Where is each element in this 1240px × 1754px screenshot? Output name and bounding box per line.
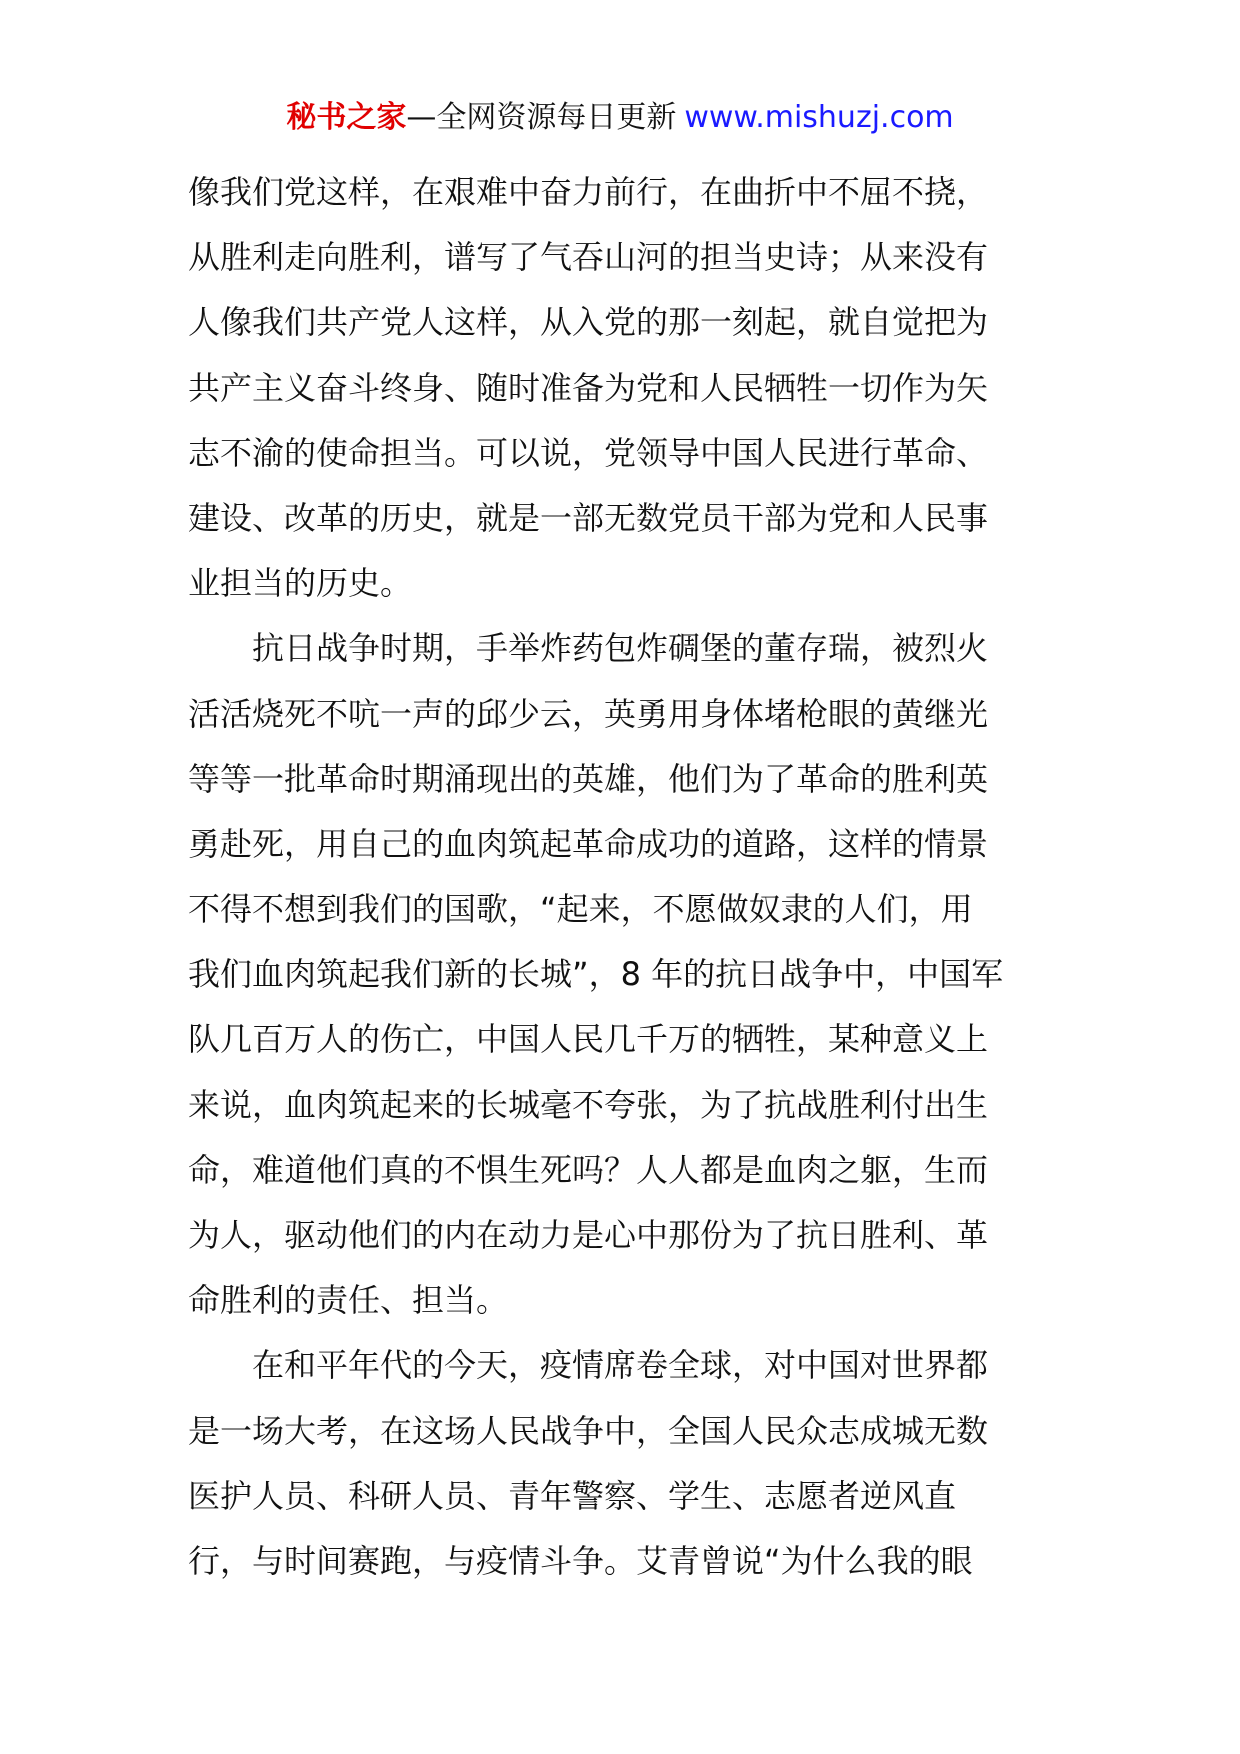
text-line: 命，难道他们真的不惧生死吗？人人都是血肉之躯，生而 [188, 1150, 989, 1189]
text-line: 不得不想到我们的国歌，“起来，不愿做奴隶的人们，用 [188, 890, 973, 929]
site-url[interactable]: www.mishuzj.com [684, 100, 954, 135]
text-line: 医护人员、科研人员、青年警察、学生、志愿者逆风直 [188, 1476, 957, 1515]
text-line: 我们血肉筑起我们新的长城”，8 年的抗日战争中，中国军 [188, 955, 1004, 994]
text-line: 在和平年代的今天，疫情席卷全球，对中国对世界都 [188, 1346, 989, 1385]
page-header [0, 98, 1240, 138]
text-line: 业担当的历史。 [188, 564, 413, 603]
text-line: 志不渝的使命担当。可以说，党领导中国人民进行革命、 [188, 433, 989, 472]
text-line: 建设、改革的历史，就是一部无数党员干部为党和人民事 [188, 498, 989, 537]
text-line: 像我们党这样，在艰难中奋力前行，在曲折中不屈不挠， [188, 173, 989, 211]
brand-name: 秘书之家 [286, 100, 407, 135]
text-line: 共产主义奋斗终身、随时准备为党和人民牺牲一切作为矢 [188, 368, 989, 407]
text-line: 是一场大考，在这场人民战争中，全国人民众志成城无数 [188, 1411, 989, 1450]
text-line: 行，与时间赛跑，与疫情斗争。艾青曾说“为什么我的眼 [188, 1541, 973, 1580]
text-line: 勇赴死，用自己的血肉筑起革命成功的道路，这样的情景 [188, 824, 989, 863]
header-tagline: —全网资源每日更新 [406, 100, 677, 135]
text-line: 等等一批革命时期涌现出的英雄，他们为了革命的胜利英 [188, 759, 989, 798]
document-body [188, 160, 1054, 1594]
text-line: 命胜利的责任、担当。 [188, 1281, 509, 1320]
text-line: 人像我们共产党人这样，从入党的那一刻起，就自觉把为 [188, 303, 989, 342]
text-line: 来说，血肉筑起来的长城毫不夸张，为了抗战胜利付出生 [188, 1085, 989, 1124]
text-line: 活活烧死不吭一声的邱少云，英勇用身体堵枪眼的黄继光 [188, 694, 989, 733]
text-line: 队几百万人的伤亡，中国人民几千万的牺牲，某种意义上 [188, 1020, 989, 1059]
text-line: 抗日战争时期，手举炸药包炸碉堡的董存瑞，被烈火 [188, 629, 989, 668]
text-line: 为人，驱动他们的内在动力是心中那份为了抗日胜利、革 [188, 1216, 989, 1254]
text-line: 从胜利走向胜利，谱写了气吞山河的担当史诗；从来没有 [188, 238, 989, 277]
